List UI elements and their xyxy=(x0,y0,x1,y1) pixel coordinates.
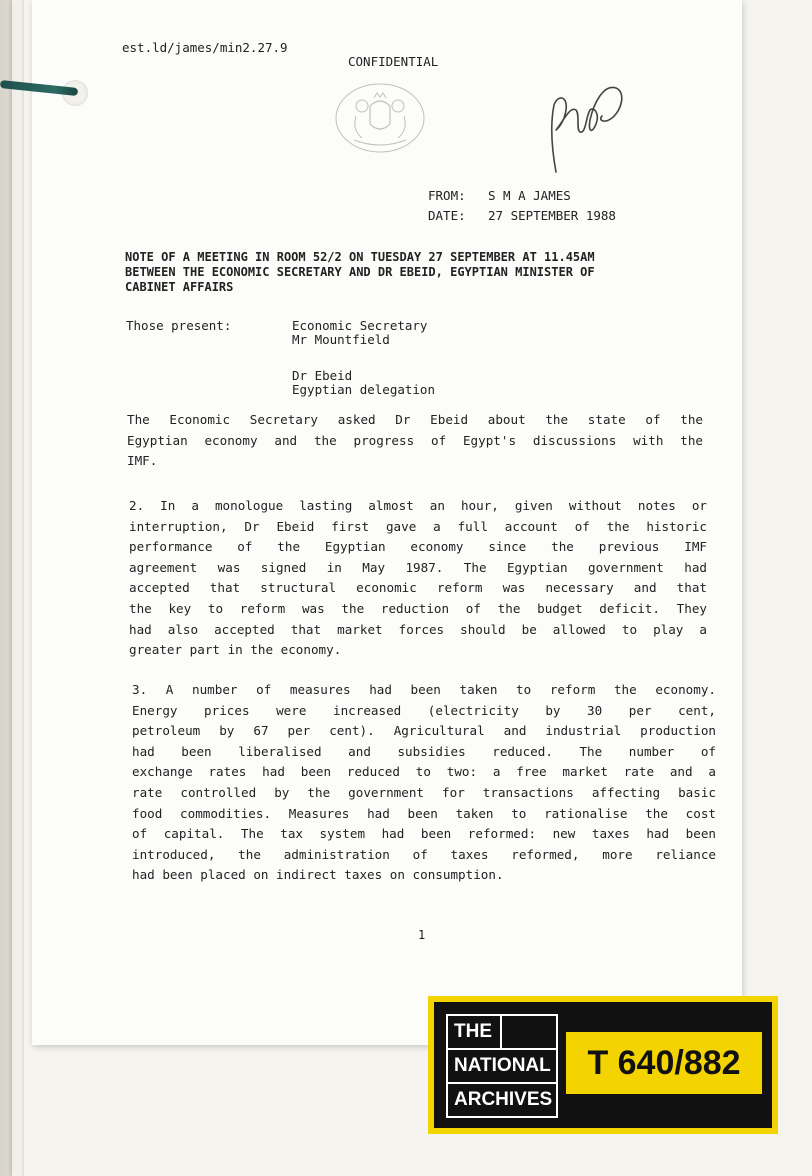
national-archives-badge xyxy=(428,996,778,1134)
royal-crest-icon xyxy=(332,76,428,156)
catalogue-reference: T 640/882 xyxy=(566,1032,762,1094)
text-line: agreement was signed in May 1987. The Egyptian government had xyxy=(129,559,707,575)
text-line: Egyptian economy and the progress of Egypt's discussions with the xyxy=(127,432,703,448)
attendee: Mr Mountfield xyxy=(292,332,390,347)
memo-header xyxy=(428,186,616,226)
paragraph-3 xyxy=(132,680,716,886)
attendees-list xyxy=(292,319,435,397)
logo-line: THE xyxy=(446,1014,502,1048)
text-line: had been liberalised and subsidies reduced. The number of xyxy=(132,743,716,759)
logo-line: NATIONAL xyxy=(446,1048,558,1082)
date-row xyxy=(428,206,616,226)
text-line: accepted that structural economic reform was necessary and that xyxy=(129,580,707,596)
text-line: exchange rates had been reduced to two: a free market rate and a xyxy=(132,764,716,780)
national-archives-logo xyxy=(446,1014,558,1118)
logo-line: ARCHIVES xyxy=(446,1082,558,1118)
text-line: rate controlled by the government for transactions affecting basic xyxy=(132,784,716,800)
heading-line: BETWEEN THE ECONOMIC SECRETARY AND DR EBEID, EGYPTIAN MINISTER OF xyxy=(125,265,595,279)
text-line: had been placed on indirect taxes on consumption. xyxy=(132,867,504,883)
text-line: the key to reform was the reduction of the budget deficit. They xyxy=(129,600,707,616)
heading-line: CABINET AFFAIRS xyxy=(125,280,234,294)
attendee: Dr Ebeid xyxy=(292,368,353,383)
text-line: petroleum by 67 per cent). Agricultural and industrial production xyxy=(132,723,716,739)
paragraph-2 xyxy=(129,496,707,661)
document-page xyxy=(32,0,742,1045)
meeting-heading xyxy=(125,250,705,295)
text-line: food commodities. Measures had been taken to rationalise the cost xyxy=(132,805,716,821)
heading-line: NOTE OF A MEETING IN ROOM 52/2 ON TUESDAY 27 SEPTEMBER AT 11.45AM xyxy=(125,250,595,264)
date-label: DATE: xyxy=(428,208,466,223)
date-value: 27 SEPTEMBER 1988 xyxy=(488,208,616,223)
classification-marking: CONFIDENTIAL xyxy=(348,54,439,69)
from-label: FROM: xyxy=(428,188,466,203)
from-row xyxy=(428,186,616,206)
text-line: The Economic Secretary asked Dr Ebeid about the state of the xyxy=(127,412,703,427)
text-line: had also accepted that market forces should be allowed to play a xyxy=(129,621,707,637)
handwritten-initials-signature xyxy=(542,80,632,175)
text-line: IMF. xyxy=(127,453,158,469)
text-line: performance of the Egyptian economy since the previous IMF xyxy=(129,539,707,555)
text-line: 3. A number of measures had been taken to reform the economy. xyxy=(132,682,716,697)
text-line: introduced, the administration of taxes reformed, more reliance xyxy=(132,846,716,862)
badge-inner xyxy=(434,1002,772,1128)
attendee: Egyptian delegation xyxy=(292,382,435,397)
text-line: of capital. The tax system had been reformed: new taxes had been xyxy=(132,826,716,842)
paragraph-1 xyxy=(127,410,703,472)
from-value: S M A JAMES xyxy=(488,188,571,203)
text-line: greater part in the economy. xyxy=(129,642,342,658)
file-reference: est.ld/james/min2.27.9 xyxy=(122,40,288,55)
page-number: 1 xyxy=(418,928,426,942)
text-line: 2. In a monologue lasting almost an hour, given without notes or xyxy=(129,498,707,513)
text-line: interruption, Dr Ebeid first gave a full account of the historic xyxy=(129,518,707,534)
attendee: Economic Secretary xyxy=(292,318,428,333)
text-line: Energy prices were increased (electricity by 30 per cent, xyxy=(132,702,716,718)
attendees-label: Those present: xyxy=(126,318,232,333)
